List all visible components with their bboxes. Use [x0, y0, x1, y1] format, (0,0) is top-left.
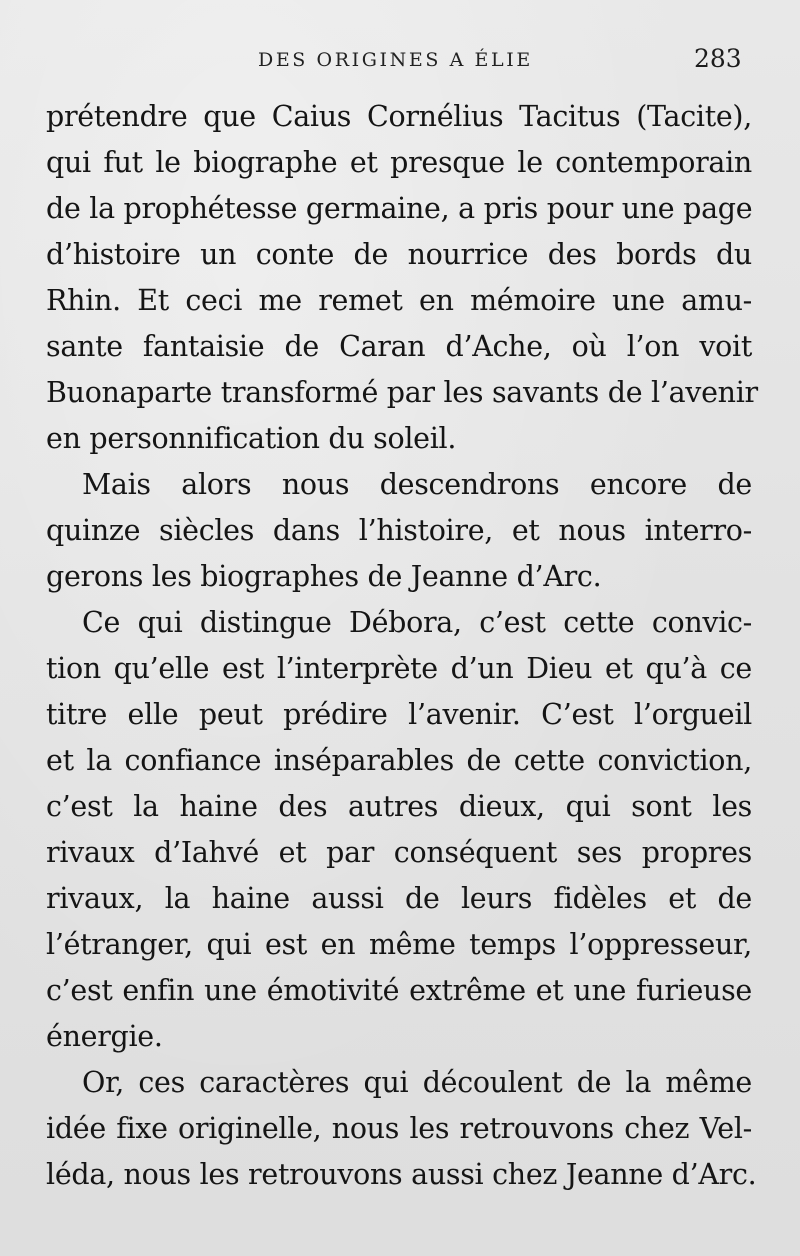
text-line: qui fut le biographe et presque le contemporain [46, 146, 752, 179]
text-line: l’étranger, qui est en même temps l’oppresseur, [46, 928, 752, 961]
text-line: et la confiance inséparables de cette conviction, [46, 744, 752, 777]
text-line: tion qu’elle est l’interprète d’un Dieu et qu’à ce [46, 652, 752, 685]
body-text [46, 94, 758, 1198]
text-line: rivaux d’Iahvé et par conséquent ses propres [46, 836, 752, 869]
text-line: idée fixe originelle, nous les retrouvons chez Vel- [46, 1112, 752, 1145]
text-line: c’est la haine des autres dieux, qui sont les [46, 790, 752, 823]
text-line: sante fantaisie de Caran d’Ache, où l’on voit [46, 330, 752, 363]
text-line: léda, nous les retrouvons aussi chez Jeanne d’Arc. [46, 1158, 757, 1191]
text-line: Ce qui distingue Débora, c’est cette convic- [82, 606, 752, 639]
text-line: Mais alors nous descendrons encore de [82, 468, 752, 501]
text-line: titre elle peut prédire l’avenir. C’est l’orgueil [46, 698, 752, 731]
page-header [0, 44, 800, 80]
text-line: prétendre que Caius Cornélius Tacitus (Tacite), [46, 100, 752, 133]
page-number: 283 [694, 44, 742, 73]
text-line: Or, ces caractères qui découlent de la même [82, 1066, 752, 1099]
text-line: c’est enfin une émotivité extrême et une furieuse [46, 974, 752, 1007]
text-line: rivaux, la haine aussi de leurs fidèles et de [46, 882, 752, 915]
text-line: gerons les biographes de Jeanne d’Arc. [46, 560, 602, 593]
text-line: quinze siècles dans l’histoire, et nous interro- [46, 514, 752, 547]
text-line: énergie. [46, 1020, 163, 1053]
text-line: d’histoire un conte de nourrice des bords du [46, 238, 752, 271]
text-line: en personnification du soleil. [46, 422, 457, 455]
text-line: de la prophétesse germaine, a pris pour une page [46, 192, 753, 225]
running-title: DES ORIGINES A ÉLIE [258, 49, 533, 71]
text-line: Rhin. Et ceci me remet en mémoire une amu- [46, 284, 752, 317]
text-line: Buonaparte transformé par les savants de l’avenir [46, 376, 758, 409]
